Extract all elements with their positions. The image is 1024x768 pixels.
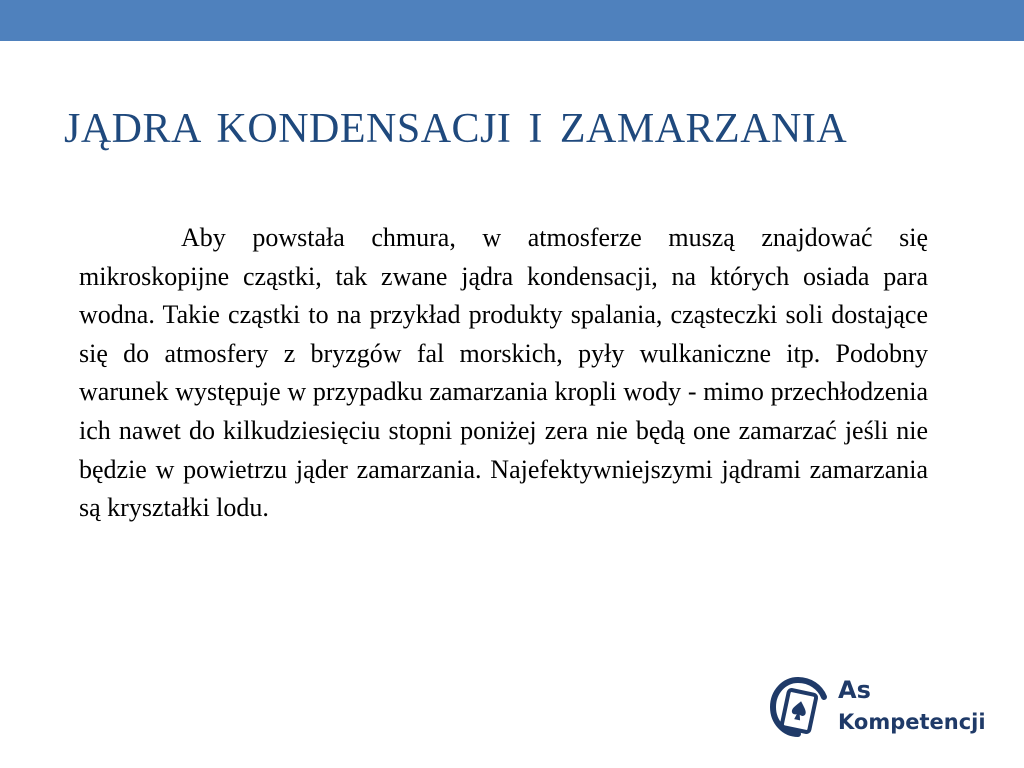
- slide-body-text: Aby powstała chmura, w atmosferze muszą znajdować się mikroskopijne cząstki, tak zwane jądra kondensacji, na których osiada para wodna. Takie cząstki to na przykład produkty spalania, cząsteczki soli dostające się do atmosfery z bryzgów fal morskich, pyły wulkaniczne itp. Podobny warunek występuje w przypadku zamarzania kropli wody - mimo przechłodzenia ich nawet do kilkudziesięciu stopni poniżej zera nie będą one zamarzać jeśli nie będzie w powietrzu jąder zamarzania. Najefektywniejszymi jądrami zamarzania są kryształki lodu.: [79, 223, 928, 523]
- logo-text-as: As: [838, 676, 871, 704]
- logo-text-kompetencji: Kompetencji: [838, 710, 986, 734]
- spade-card-icon: [768, 674, 828, 740]
- as-kompetencji-logo[interactable]: [768, 674, 994, 744]
- top-accent-bar: [0, 0, 1024, 41]
- slide-title: JĄDRA KONDENSACJI I ZAMARZANIA: [64, 106, 848, 152]
